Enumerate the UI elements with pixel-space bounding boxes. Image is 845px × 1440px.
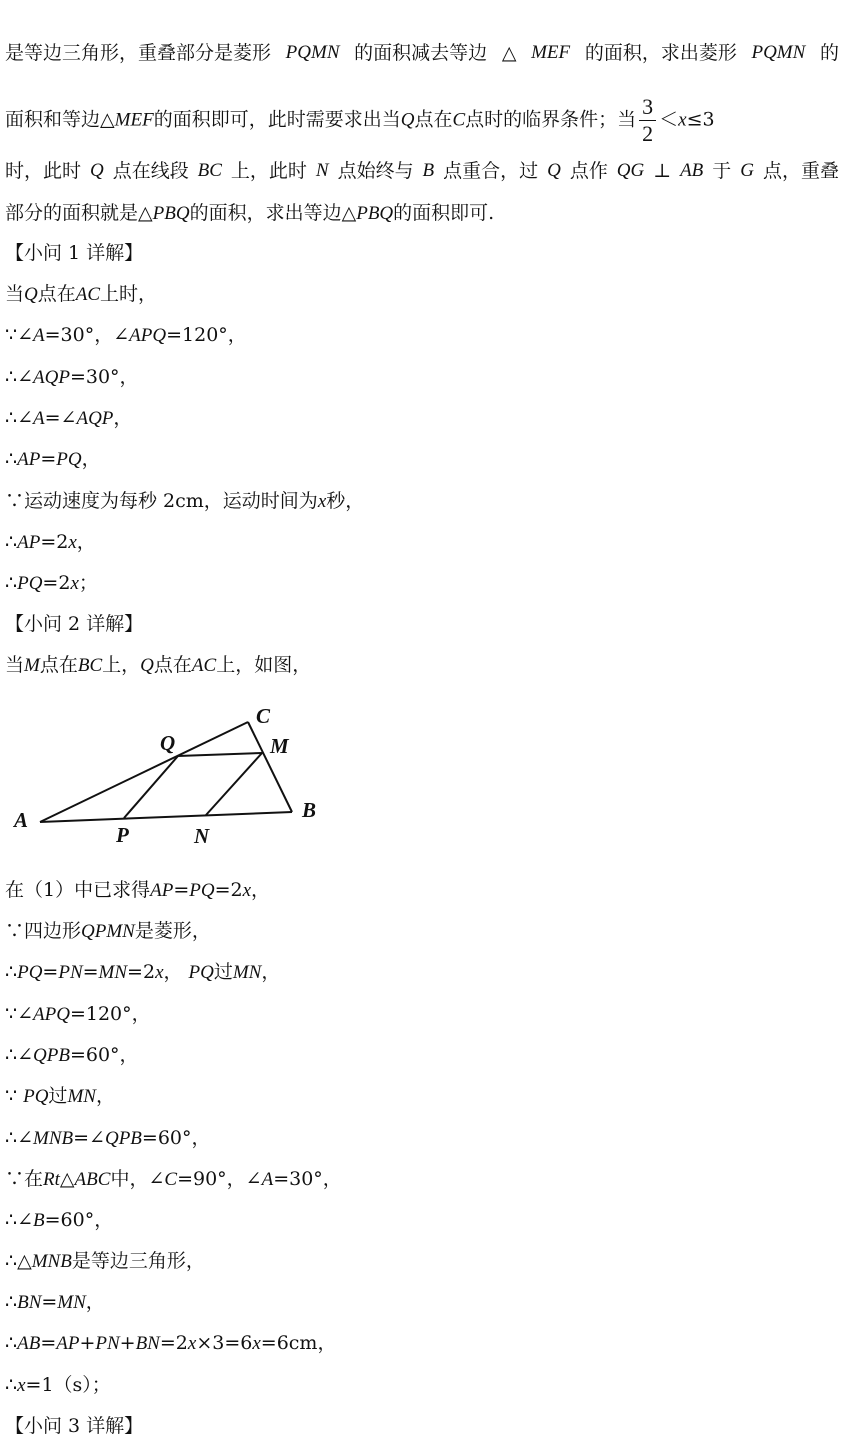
text-fragment: ∠ <box>148 1168 165 1190</box>
text-fragment: + <box>119 1332 136 1354</box>
text-fragment: = <box>73 1127 90 1149</box>
text-fragment: BC <box>77 655 103 676</box>
text-fragment: AC <box>191 655 217 676</box>
text-fragment: 四边形 <box>24 920 82 942</box>
segment-qp <box>124 756 178 818</box>
text-fragment: 在（1）中已求得 <box>5 879 151 901</box>
text-fragment: ∴ <box>5 572 18 594</box>
text-fragment: 当 <box>5 654 25 676</box>
text-fragment: ∠ <box>17 407 34 429</box>
text-fragment: 上，此时 <box>230 160 307 182</box>
q1-step-1 <box>5 281 839 308</box>
text-fragment: 点作 <box>569 160 608 182</box>
text-fragment: 点，重叠 <box>762 160 839 182</box>
text-fragment: ∠ <box>17 366 34 388</box>
q1-step-3 <box>5 364 839 391</box>
text-fragment: △ <box>100 108 115 131</box>
text-fragment: ＜ <box>659 108 679 131</box>
analysis-line-1 <box>5 40 839 66</box>
q2-step-12 <box>5 1289 839 1316</box>
text-fragment: ∴ <box>5 1332 18 1354</box>
text-fragment: MEF <box>114 109 154 131</box>
text-fragment: PN <box>95 1333 120 1354</box>
text-fragment: BC <box>197 160 222 181</box>
text-fragment: x <box>187 1333 197 1354</box>
text-fragment: ∵ <box>5 1003 18 1025</box>
text-fragment: = <box>44 407 61 429</box>
text-fragment: BN <box>17 1292 42 1313</box>
text-fragment: ∵ <box>5 920 25 942</box>
text-fragment: Q <box>89 160 104 181</box>
text-fragment: 点重合，过 <box>443 160 539 182</box>
q2-step-5 <box>5 1001 839 1028</box>
text-fragment: =60°， <box>44 1209 114 1231</box>
text-fragment: = <box>41 1291 58 1313</box>
text-fragment: =2 <box>42 572 71 594</box>
text-fragment: 点始终与 <box>337 160 414 182</box>
text-fragment: ， <box>163 961 183 983</box>
text-fragment: ， <box>81 448 101 470</box>
text-fragment: 部分的面积就是 <box>5 202 139 224</box>
text-fragment: △ <box>341 202 357 224</box>
text-fragment: AC <box>75 284 101 305</box>
text-fragment: 的面积即可. <box>393 202 495 224</box>
text-fragment: Q <box>24 284 38 305</box>
text-fragment: ∠ <box>245 1168 262 1190</box>
text-fragment: PQ <box>17 573 43 594</box>
text-fragment: △ <box>501 42 517 64</box>
text-fragment: ∠ <box>113 324 130 346</box>
q2-step-13 <box>5 1330 839 1357</box>
text-fragment: ∠ <box>89 1127 105 1149</box>
text-fragment: 过 <box>48 1085 68 1107</box>
text-fragment: ； <box>78 572 98 594</box>
text-fragment: 是菱形， <box>134 920 211 942</box>
text-fragment: = <box>42 961 59 983</box>
text-fragment: MNB <box>33 1128 74 1149</box>
text-fragment: APQ <box>33 1004 70 1025</box>
text-fragment: 秒， <box>326 490 365 512</box>
text-fragment: MN <box>98 962 128 983</box>
q3-heading: 【小问 3 详解】 <box>5 1415 144 1437</box>
text-fragment: AP <box>17 449 41 470</box>
text-fragment: 上，如图， <box>216 654 312 676</box>
text-fragment: 在 <box>24 1168 44 1190</box>
text-fragment: 于 <box>712 160 732 182</box>
text-fragment: 运动速度为每秒 2cm，运动时间为 <box>24 490 318 512</box>
text-fragment: =2 <box>127 961 156 983</box>
text-fragment: C <box>452 109 466 131</box>
text-fragment: ∴ <box>5 531 18 553</box>
label-m: M <box>270 734 289 758</box>
text-fragment: ∴ <box>5 1250 18 1272</box>
text-fragment: x <box>252 1333 261 1354</box>
q1-step-2 <box>5 322 839 349</box>
text-fragment: PQ <box>23 1086 49 1107</box>
text-fragment: B <box>33 1210 45 1231</box>
text-fragment: Q <box>547 160 561 181</box>
text-fragment: x <box>317 491 327 512</box>
text-fragment: ， <box>261 961 281 983</box>
text-fragment: AB <box>17 1333 41 1354</box>
segment-mn <box>206 753 262 815</box>
text-fragment: PBQ <box>152 203 190 224</box>
text-fragment: AB <box>680 160 704 181</box>
text-fragment: ∵ <box>5 1168 25 1190</box>
text-fragment: 的面积，求出菱形 <box>584 42 737 64</box>
text-fragment: =30°， <box>69 366 139 388</box>
text-fragment: △ <box>138 202 153 224</box>
text-fragment: Rt <box>43 1169 60 1190</box>
q2-step-10 <box>5 1207 839 1234</box>
text-fragment: ∠ <box>17 1209 34 1231</box>
text-fragment: ∠ <box>17 1003 34 1025</box>
text-fragment: = <box>173 879 190 901</box>
text-fragment: ， <box>95 1085 115 1107</box>
text-fragment: AQP <box>76 408 114 429</box>
text-fragment: 点时的临界条件；当 <box>465 108 637 131</box>
fraction-three-halves <box>639 94 656 147</box>
text-fragment: =60°， <box>69 1044 139 1066</box>
text-fragment: 时，此时 <box>5 160 82 182</box>
text-fragment: 的面积，求出等边 <box>189 202 342 224</box>
text-fragment: 中， <box>110 1168 149 1190</box>
text-fragment: + <box>79 1332 96 1354</box>
text-fragment: x <box>155 962 164 983</box>
text-fragment: 的 <box>819 42 839 64</box>
q1-step-5 <box>5 446 839 473</box>
text-fragment: AP <box>17 532 41 553</box>
text-fragment: =2 <box>214 879 243 901</box>
text-fragment: A <box>33 325 45 346</box>
text-fragment: ≤ <box>686 108 703 131</box>
q1-step-7 <box>5 529 839 556</box>
q2-step-7 <box>5 1083 839 1110</box>
text-fragment: 是等边三角形，重叠部分是菱形 <box>5 42 272 64</box>
text-fragment: AP <box>56 1333 80 1354</box>
text-fragment: MNB <box>31 1251 72 1272</box>
text-fragment: =2 <box>40 531 69 553</box>
text-fragment: =6cm， <box>260 1332 337 1354</box>
text-fragment: QPB <box>104 1128 142 1149</box>
text-fragment: B <box>422 160 435 181</box>
text-fragment: ABC <box>74 1169 111 1190</box>
text-fragment: 2 <box>642 121 654 146</box>
text-fragment: PN <box>58 962 83 983</box>
q2-step-9 <box>5 1166 839 1193</box>
text-fragment: 是等边三角形， <box>71 1250 205 1272</box>
text-fragment: 3 <box>639 94 656 121</box>
text-fragment: △ <box>17 1250 32 1272</box>
label-b: B <box>302 798 317 822</box>
text-fragment: ∴ <box>5 961 18 983</box>
q2-step-11 <box>5 1248 839 1275</box>
text-fragment: = <box>40 448 57 470</box>
text-fragment: QG <box>616 160 645 181</box>
text-fragment: PQ <box>189 880 215 901</box>
analysis-line-2 <box>5 94 839 147</box>
text-fragment: ∠ <box>17 1044 34 1066</box>
text-fragment: =120°， <box>69 1003 151 1025</box>
q1-step-8 <box>5 570 839 597</box>
text-fragment: 点在 <box>37 283 76 305</box>
segment-ac <box>40 722 248 822</box>
text-fragment: =2 <box>159 1332 188 1354</box>
text-fragment: x <box>678 109 687 131</box>
segment-qm <box>178 753 262 756</box>
text-fragment: PBQ <box>356 203 394 224</box>
text-fragment: PQ <box>188 962 214 983</box>
text-fragment: ∠ <box>17 1127 34 1149</box>
text-fragment: =60°， <box>141 1127 211 1149</box>
text-fragment: 点在 <box>39 654 78 676</box>
text-fragment: 上， <box>102 654 141 676</box>
q2-step-3 <box>5 918 839 945</box>
text-fragment: ⊥ <box>653 160 672 182</box>
text-fragment: 点在 <box>153 654 192 676</box>
text-fragment: N <box>315 160 329 181</box>
text-fragment: ∴ <box>5 1291 18 1313</box>
text-fragment: x <box>70 573 79 594</box>
text-fragment: 上时， <box>100 283 158 305</box>
text-fragment: ∴ <box>5 407 18 429</box>
text-fragment: PQ <box>56 449 82 470</box>
triangle-rhombus-figure <box>10 700 340 850</box>
text-fragment: ∴ <box>5 448 18 470</box>
text-fragment: MEF <box>531 42 571 63</box>
text-fragment: APQ <box>129 325 167 346</box>
q2-step-8 <box>5 1125 839 1152</box>
text-fragment: ∴ <box>5 1127 18 1149</box>
text-fragment: △ <box>59 1168 75 1190</box>
text-fragment: A <box>33 408 45 429</box>
label-n: N <box>194 824 210 848</box>
text-fragment: MN <box>57 1292 86 1313</box>
text-fragment: ∵ <box>5 1085 18 1107</box>
text-fragment: =1（s）； <box>25 1374 111 1396</box>
text-fragment: ， <box>76 531 96 553</box>
text-fragment: AP <box>150 880 174 901</box>
q2-step-2 <box>5 877 839 904</box>
label-a: A <box>14 808 29 832</box>
text-fragment: PQMN <box>285 42 340 63</box>
text-fragment: x <box>17 1375 26 1396</box>
q1-step-4 <box>5 405 839 432</box>
text-fragment: 的面积减去等边 <box>354 42 488 64</box>
text-fragment: MN <box>67 1086 96 1107</box>
analysis-line-4 <box>5 200 839 227</box>
label-q: Q <box>160 731 176 755</box>
q1-heading: 【小问 1 详解】 <box>5 242 144 264</box>
text-fragment: ×3=6 <box>196 1332 253 1354</box>
text-fragment: M <box>24 655 40 676</box>
text-fragment: QPMN <box>81 921 135 942</box>
text-fragment: ∴ <box>5 1044 18 1066</box>
analysis-line-3 <box>5 158 839 184</box>
text-fragment: 点在 <box>414 108 453 131</box>
q2-step-4 <box>5 959 839 986</box>
text-fragment: A <box>261 1169 274 1190</box>
text-fragment: =120°， <box>166 324 247 346</box>
label-p: P <box>116 823 129 847</box>
text-fragment: ∠ <box>60 407 77 429</box>
q1-step-6 <box>5 488 839 515</box>
segment-ab <box>40 812 292 822</box>
text-fragment: ∠ <box>17 324 34 346</box>
text-fragment: MN <box>232 962 262 983</box>
text-fragment: 过 <box>213 961 233 983</box>
text-fragment: PQMN <box>751 42 806 63</box>
text-fragment: 点在线段 <box>112 160 189 182</box>
text-fragment: Q <box>400 109 415 131</box>
text-fragment: ， <box>85 1291 105 1313</box>
text-fragment: BN <box>135 1333 160 1354</box>
q2-step-1 <box>5 652 839 679</box>
text-fragment: ， <box>251 879 271 901</box>
text-fragment: Q <box>140 655 154 676</box>
text-fragment: = <box>40 1332 57 1354</box>
text-fragment: G <box>740 160 754 181</box>
text-fragment: AQP <box>33 367 70 388</box>
text-fragment: =30°， <box>273 1168 342 1190</box>
text-fragment: 当 <box>5 283 25 305</box>
text-fragment: C <box>164 1169 178 1190</box>
text-fragment: ∵ <box>5 324 18 346</box>
text-fragment: ， <box>113 407 133 429</box>
q2-step-14 <box>5 1372 839 1399</box>
label-c: C <box>256 704 271 728</box>
text-fragment: =30°， <box>44 324 114 346</box>
text-fragment: = <box>82 961 99 983</box>
text-fragment: ∴ <box>5 366 18 388</box>
text-fragment: ∴ <box>5 1374 18 1396</box>
text-fragment: ∴ <box>5 1209 18 1231</box>
text-fragment: x <box>242 880 252 901</box>
text-fragment: 的面积即可，此时需要求出当 <box>153 108 401 131</box>
text-fragment: 面积和等边 <box>5 108 101 131</box>
q2-step-6 <box>5 1042 839 1069</box>
q2-heading: 【小问 2 详解】 <box>5 613 144 635</box>
text-fragment: x <box>68 532 77 553</box>
text-fragment: ∵ <box>5 490 25 512</box>
text-fragment: =90°， <box>177 1168 246 1190</box>
text-fragment: PQ <box>17 962 43 983</box>
text-fragment: QPB <box>33 1045 70 1066</box>
text-fragment: 3 <box>702 108 715 131</box>
